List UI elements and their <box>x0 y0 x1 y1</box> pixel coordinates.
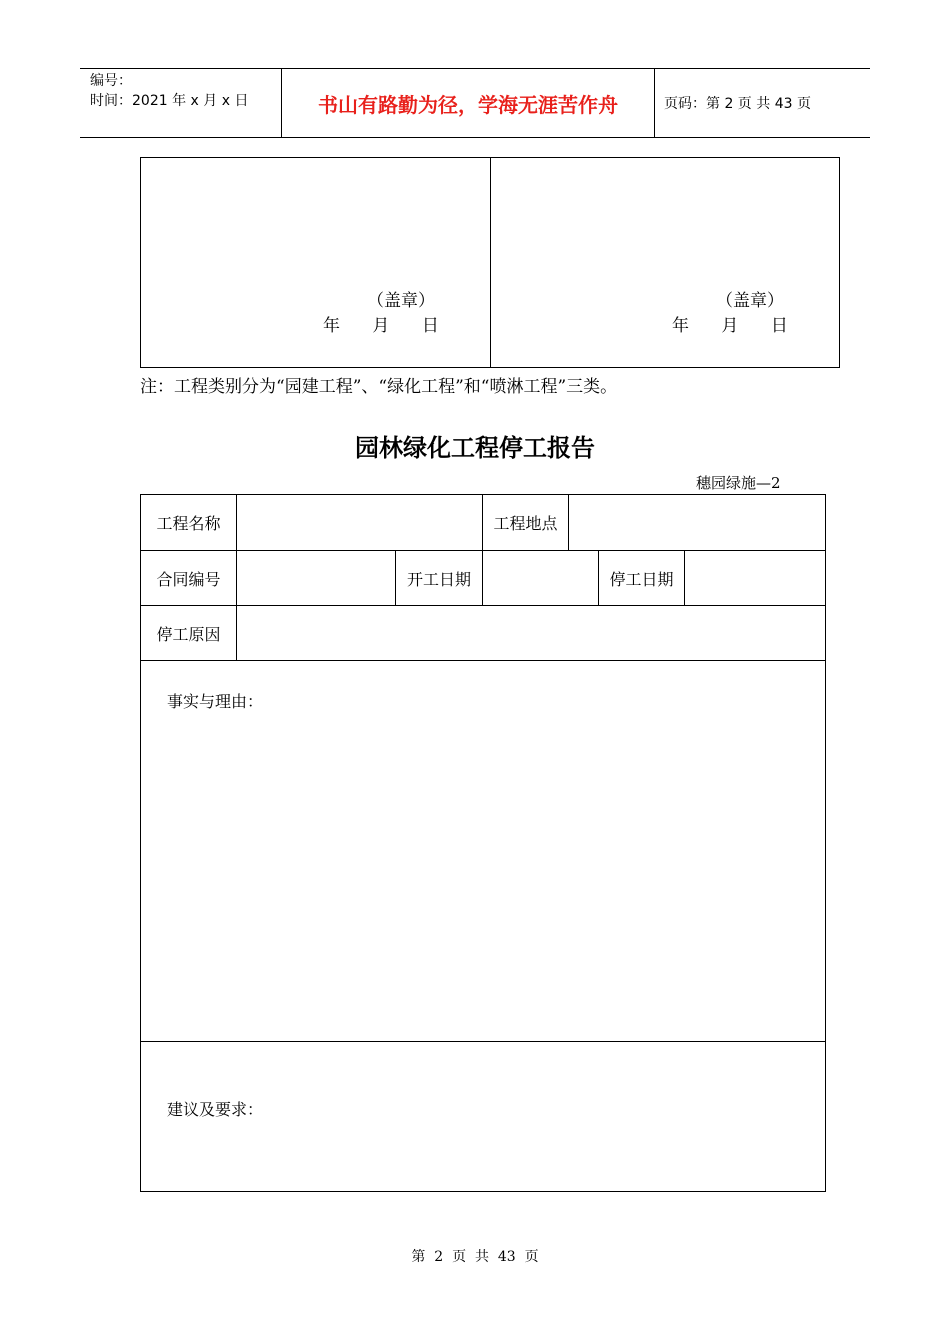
contract-no-label: 合同编号 <box>156 569 221 589</box>
project-location-label: 工程地点 <box>493 514 558 533</box>
header-meta <box>90 71 248 111</box>
project-name-label: 工程名称 <box>156 514 221 533</box>
header-divider <box>654 69 655 137</box>
start-date-label: 开工日期 <box>406 569 471 589</box>
stop-work-report-form <box>140 494 826 1192</box>
seal-table <box>140 157 840 368</box>
seal-right-date: 年 月 日 <box>672 316 788 336</box>
page-footer: 第 2 页 共 43 页 <box>411 1249 539 1265</box>
seal-right-label: （盖章） <box>716 291 784 311</box>
facts-field[interactable] <box>141 661 825 1041</box>
project-name-field[interactable] <box>237 495 490 550</box>
stop-date-label: 停工日期 <box>609 569 674 589</box>
seal-left-date: 年 月 日 <box>323 316 439 336</box>
header-page-info: 页码：第 2 页 共 43 页 <box>664 96 811 112</box>
project-location-field[interactable] <box>569 495 833 550</box>
seal-table-divider <box>490 158 491 367</box>
page-header <box>80 68 870 138</box>
suggestions-label: 建议及要求： <box>167 1100 264 1119</box>
doc-time-label: 时间：2021 年 x 月 x 日 <box>90 93 249 109</box>
report-title: 园林绿化工程停工报告 <box>355 433 595 462</box>
stop-reason-field[interactable] <box>237 606 833 660</box>
stop-date-field[interactable] <box>685 551 833 605</box>
form-code: 穗园绿施—2 <box>696 474 781 492</box>
stop-reason-label: 停工原因 <box>156 624 221 644</box>
start-date-field[interactable] <box>483 551 606 605</box>
contract-no-field[interactable] <box>237 551 403 605</box>
header-motto: 书山有路勤为径，学海无涯苦作舟 <box>318 92 618 117</box>
seal-left-label: （盖章） <box>367 291 435 311</box>
category-note: 注：工程类别分为“园建工程”、“绿化工程”和“喷淋工程”三类。 <box>140 377 618 397</box>
facts-label: 事实与理由： <box>167 692 264 711</box>
suggestions-field[interactable] <box>141 1042 825 1191</box>
doc-number-label: 编号： <box>90 73 132 89</box>
